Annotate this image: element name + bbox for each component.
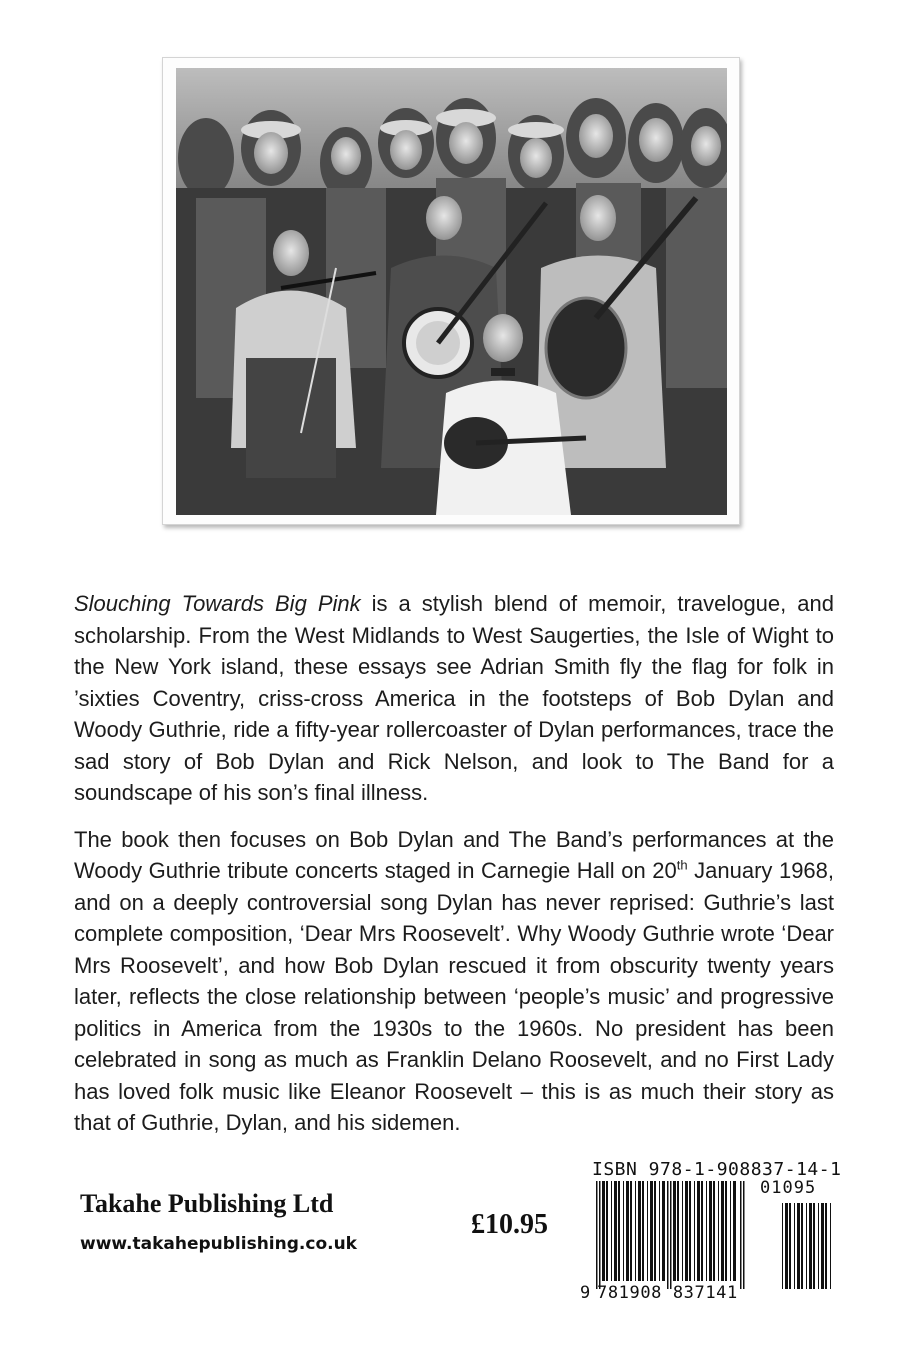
barcode-bar — [673, 1181, 676, 1281]
barcode-bar — [809, 1203, 812, 1289]
barcode-bar — [821, 1203, 824, 1289]
barcode-bar — [794, 1203, 795, 1289]
barcode-bar — [689, 1181, 691, 1281]
barcode-bar — [818, 1203, 819, 1289]
barcode-bar — [785, 1203, 788, 1289]
barcode-bar — [611, 1181, 612, 1281]
barcode-bar — [662, 1181, 665, 1281]
barcode-bar — [606, 1181, 608, 1281]
barcode-bar — [635, 1181, 636, 1281]
photo-illustration — [176, 68, 727, 515]
barcode-bar — [813, 1203, 815, 1289]
price: £10.95 — [471, 1209, 548, 1240]
barcode-bar — [782, 1203, 783, 1289]
isbn-label: ISBN 978-1-908837-14-1 — [592, 1159, 842, 1180]
barcode-bar — [830, 1203, 831, 1289]
ean-remaining-digits: 781908 837141 — [597, 1283, 738, 1303]
barcode-guard-bar — [599, 1181, 601, 1289]
blurb-paragraph-2 — [74, 824, 834, 1139]
barcode-bar — [701, 1181, 703, 1281]
cover-photo-frame — [162, 57, 740, 525]
barcode-bar — [709, 1181, 712, 1281]
ean-first-digit: 9 — [580, 1283, 591, 1303]
barcode-guard-bar — [743, 1181, 745, 1289]
barcode-bar — [626, 1181, 629, 1281]
book-title: Slouching Towards Big Pink — [74, 591, 361, 616]
barcode-guard-bar — [596, 1181, 598, 1289]
barcode-bar — [638, 1181, 641, 1281]
publisher-name: Takahe Publishing Ltd — [80, 1189, 334, 1218]
barcode-bar — [697, 1181, 700, 1281]
barcode-bar — [677, 1181, 679, 1281]
barcode-bar — [718, 1181, 719, 1281]
barcode-bar — [713, 1181, 715, 1281]
barcode-bar — [730, 1181, 731, 1281]
barcode-bar — [659, 1181, 660, 1281]
blurb-paragraph-1 — [74, 588, 834, 809]
barcode-bar — [801, 1203, 803, 1289]
publisher-website: www.takahepublishing.co.uk — [80, 1234, 357, 1254]
barcode-bar — [630, 1181, 632, 1281]
barcode-bar — [694, 1181, 695, 1281]
barcode-bar — [647, 1181, 648, 1281]
barcode-guard-bar — [670, 1181, 672, 1289]
ordinal-suffix: th — [676, 857, 688, 873]
barcode-bar — [797, 1203, 800, 1289]
vintage-folk-musicians-photo — [176, 68, 727, 515]
barcode-guard-bar — [667, 1181, 669, 1289]
barcode-bar — [682, 1181, 683, 1281]
barcode-bar — [706, 1181, 707, 1281]
barcode-bar — [602, 1181, 605, 1281]
barcode-addon-digits: 01095 — [760, 1178, 817, 1198]
blurb-paragraph-2-text-a: The book then focuses on Bob Dylan and The Band’s performances at the Woody Guthrie tribute concerts staged in Carnegie Hall on 20 — [74, 826, 834, 883]
barcode-bar — [733, 1181, 736, 1281]
blurb-paragraph-2-text-b: January 1968, and on a deeply controversial song Dylan has never reprised: Guthrie’s last complete composition, ‘Dear Mrs Roosevelt’. Why Woody Guthrie wrote ‘Dear Mrs Roosevelt’, and how Bob Dylan rescued it from obscurity twenty years later, reflects the close relationship between ‘people’s music’ and progressive politics in America from the 1930s to the 1960s. No president has been celebrated in song as much as Franklin Delano Roosevelt, and no First Lady has loved folk music like Eleanor Roosevelt – this is as much their story as that of Guthrie, Dylan, and his sidemen. — [74, 858, 835, 1135]
barcode-bar — [650, 1181, 653, 1281]
blurb-paragraph-1-text: is a stylish blend of memoir, travelogue, and scholarship. From the West Midlands to West Saugerties, the Isle of Wight to the New York island, these essays see Adrian Smith fly the flag for folk in ’sixties Coventry, criss-cross America in the footsteps of Bob Dylan and Woody Guthrie, ride a fifty-year rollercoaster of Dylan performances, trace the sad story of Bob Dylan and Rick Nelson, and look to The Band for a soundscape of his son’s final illness. — [74, 591, 834, 805]
barcode-bar — [654, 1181, 656, 1281]
barcode-bar — [623, 1181, 624, 1281]
barcode-bar — [685, 1181, 688, 1281]
barcode-bar — [789, 1203, 791, 1289]
book-blurb — [74, 588, 834, 1154]
barcode-bar — [618, 1181, 620, 1281]
barcode-bar — [642, 1181, 644, 1281]
barcode-bar — [825, 1203, 827, 1289]
barcode-guard-bar — [740, 1181, 742, 1289]
barcode-bar — [721, 1181, 724, 1281]
barcode-bar — [614, 1181, 617, 1281]
barcode-bar — [806, 1203, 807, 1289]
barcode-bar — [725, 1181, 727, 1281]
